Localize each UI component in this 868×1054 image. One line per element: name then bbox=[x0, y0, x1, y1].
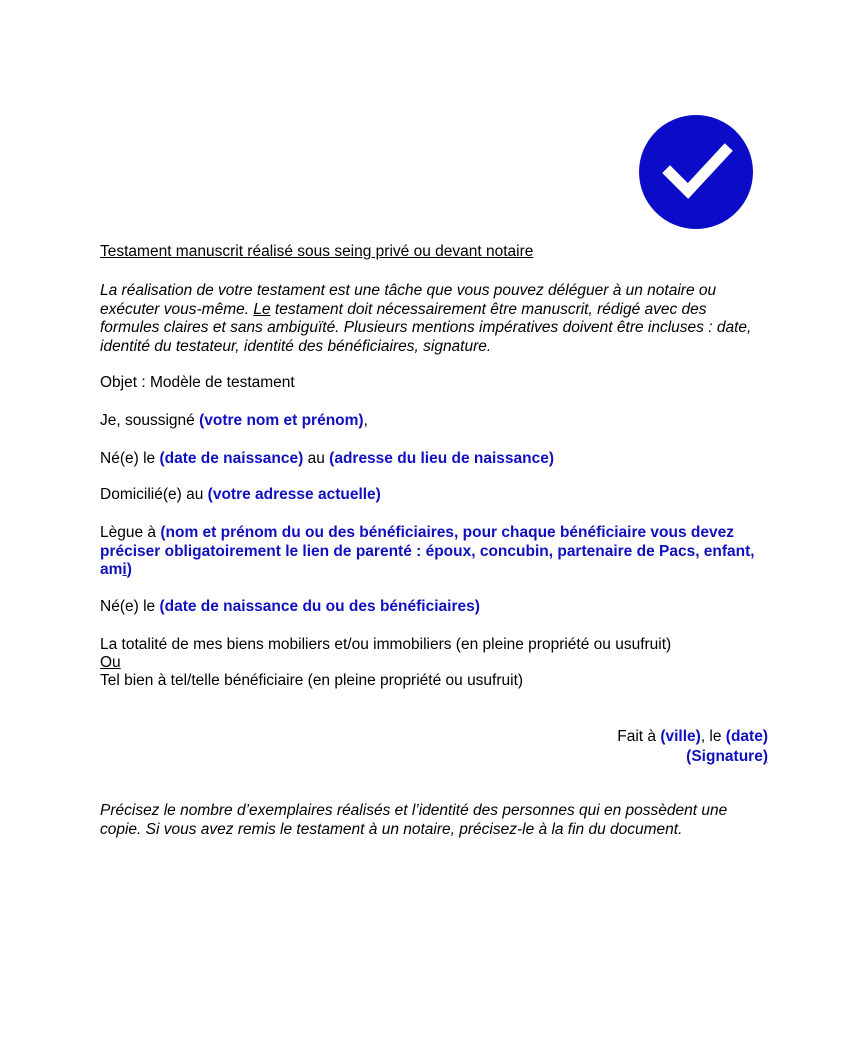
date-placeholder: (date) bbox=[725, 728, 768, 745]
signature-line: (Signature) bbox=[686, 748, 768, 765]
biens-ou: Ou bbox=[100, 654, 121, 671]
checkmark-badge bbox=[639, 115, 753, 229]
intro-paragraph: La réalisation de votre testament est une tâche que vous pouvez déléguer à un notaire ou exécuter vous-même. Le testament doit nécessairement être manuscrit, rédigé avec des formules claires et sans ambiguïté. Plusieurs mentions impératives doivent être incluses : date, identité du testateur, identité des bénéficiaires, signature. bbox=[100, 282, 752, 355]
city-placeholder: (ville) bbox=[660, 728, 701, 745]
beneficiary-birth-placeholder: (date de naissance du ou des bénéficiaires) bbox=[159, 598, 480, 615]
birth-date-placeholder: (date de naissance) bbox=[159, 450, 304, 467]
document-title: Testament manuscrit réalisé sous seing privé ou devant notaire bbox=[100, 243, 534, 260]
biens-line-2: Tel bien à tel/telle bénéficiaire (en pleine propriété ou usufruit) bbox=[100, 672, 524, 689]
name-placeholder: (votre nom et prénom) bbox=[199, 412, 364, 429]
le-underlined: Le bbox=[253, 300, 271, 318]
footer-note: Précisez le nombre d’exemplaires réalisés et l’identité des personnes qui en possèdent une copie. Si vous avez remis le testament à un notaire, précisez-le à la fin du document. bbox=[100, 802, 728, 838]
birth-place-placeholder: (adresse du lieu de naissance) bbox=[329, 450, 554, 467]
beneficiaries-placeholder: (nom et prénom du ou des bénéficiaires, pour chaque bénéficiaire vous devez préciser obligatoirement le lien de parenté : époux, concubin, partenaire de Pacs, enfant, ami) bbox=[100, 524, 755, 578]
fait-line: Fait à (ville), le (date) bbox=[617, 728, 768, 745]
birth-line: Né(e) le (date de naissance) au (adresse du lieu de naissance) bbox=[100, 450, 554, 467]
domicile-line: Domicilié(e) au (votre adresse actuelle) bbox=[100, 486, 381, 503]
checkmark-icon bbox=[639, 115, 753, 229]
biens-line-1: La totalité de mes biens mobiliers et/ou immobiliers (en pleine propriété ou usufruit) bbox=[100, 636, 672, 653]
beneficiary-birth-line: Né(e) le (date de naissance du ou des bénéficiaires) bbox=[100, 598, 480, 615]
signature-placeholder: Signature bbox=[691, 748, 763, 765]
legue-paragraph: Lègue à (nom et prénom du ou des bénéficiaires, pour chaque bénéficiaire vous devez préciser obligatoirement le lien de parenté : époux, concubin, partenaire de Pacs, enfant, ami) bbox=[100, 524, 755, 578]
soussigne-line: Je, soussigné (votre nom et prénom), bbox=[100, 412, 368, 429]
object-line: Objet : Modèle de testament bbox=[100, 374, 295, 391]
address-placeholder: (votre adresse actuelle) bbox=[207, 486, 381, 503]
